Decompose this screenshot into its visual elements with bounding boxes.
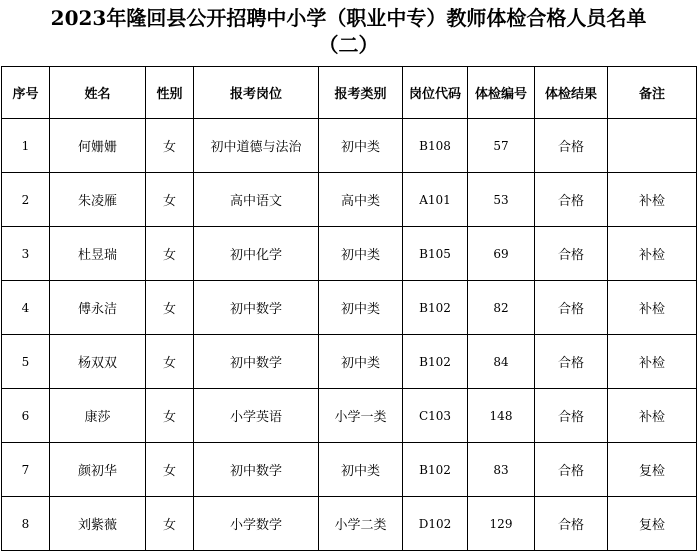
cell-position-code: B105 — [403, 227, 468, 281]
cell-exam-number: 69 — [468, 227, 535, 281]
cell-exam-number: 82 — [468, 281, 535, 335]
cell-exam-number: 83 — [468, 443, 535, 497]
cell-position-code: B102 — [403, 443, 468, 497]
cell-position: 初中化学 — [194, 227, 319, 281]
cell-exam-result: 合格 — [535, 119, 608, 173]
cell-position: 初中数学 — [194, 281, 319, 335]
cell-exam-number: 129 — [468, 497, 535, 551]
table-row — [2, 119, 697, 173]
table-row — [2, 281, 697, 335]
cell-seq: 4 — [2, 281, 50, 335]
cell-remarks: 补检 — [608, 389, 697, 443]
table-row — [2, 173, 697, 227]
cell-exam-result: 合格 — [535, 227, 608, 281]
cell-position-code: B102 — [403, 335, 468, 389]
results-table — [1, 66, 697, 551]
cell-position-code: B108 — [403, 119, 468, 173]
cell-position: 初中道德与法治 — [194, 119, 319, 173]
cell-category: 初中类 — [319, 443, 403, 497]
cell-gender: 女 — [146, 443, 194, 497]
cell-remarks: 补检 — [608, 227, 697, 281]
cell-remarks — [608, 119, 697, 173]
table-row — [2, 389, 697, 443]
table-row — [2, 227, 697, 281]
cell-exam-number: 84 — [468, 335, 535, 389]
cell-position: 小学数学 — [194, 497, 319, 551]
cell-exam-number: 53 — [468, 173, 535, 227]
cell-category: 初中类 — [319, 119, 403, 173]
cell-gender: 女 — [146, 281, 194, 335]
header-position-code: 岗位代码 — [403, 67, 468, 119]
title-line-2: （二） — [318, 33, 379, 57]
cell-remarks: 复检 — [608, 497, 697, 551]
cell-seq: 5 — [2, 335, 50, 389]
header-remarks: 备注 — [608, 67, 697, 119]
cell-gender: 女 — [146, 335, 194, 389]
cell-category: 初中类 — [319, 335, 403, 389]
cell-category: 初中类 — [319, 281, 403, 335]
cell-name: 颜初华 — [50, 443, 146, 497]
cell-category: 高中类 — [319, 173, 403, 227]
cell-position: 初中数学 — [194, 335, 319, 389]
cell-position-code: A101 — [403, 173, 468, 227]
cell-exam-result: 合格 — [535, 497, 608, 551]
cell-name: 杨双双 — [50, 335, 146, 389]
cell-position: 初中数学 — [194, 443, 319, 497]
header-seq: 序号 — [2, 67, 50, 119]
cell-category: 初中类 — [319, 227, 403, 281]
header-name: 姓名 — [50, 67, 146, 119]
header-category: 报考类别 — [319, 67, 403, 119]
header-gender: 性别 — [146, 67, 194, 119]
cell-name: 杜昱瑞 — [50, 227, 146, 281]
cell-position-code: D102 — [403, 497, 468, 551]
header-position: 报考岗位 — [194, 67, 319, 119]
cell-gender: 女 — [146, 227, 194, 281]
header-exam-result: 体检结果 — [535, 67, 608, 119]
table-row — [2, 335, 697, 389]
cell-name: 康莎 — [50, 389, 146, 443]
cell-exam-result: 合格 — [535, 281, 608, 335]
cell-name: 何姗姗 — [50, 119, 146, 173]
cell-seq: 3 — [2, 227, 50, 281]
cell-exam-number: 57 — [468, 119, 535, 173]
cell-position-code: C103 — [403, 389, 468, 443]
cell-remarks: 补检 — [608, 281, 697, 335]
cell-exam-result: 合格 — [535, 173, 608, 227]
cell-category: 小学二类 — [319, 497, 403, 551]
cell-position: 高中语文 — [194, 173, 319, 227]
cell-gender: 女 — [146, 497, 194, 551]
cell-name: 傅永洁 — [50, 281, 146, 335]
table-row — [2, 443, 697, 497]
table-body — [2, 119, 697, 551]
header-exam-number: 体检编号 — [468, 67, 535, 119]
table-row — [2, 497, 697, 551]
cell-seq: 7 — [2, 443, 50, 497]
cell-seq: 8 — [2, 497, 50, 551]
cell-category: 小学一类 — [319, 389, 403, 443]
cell-gender: 女 — [146, 389, 194, 443]
cell-remarks: 补检 — [608, 335, 697, 389]
cell-exam-result: 合格 — [535, 389, 608, 443]
cell-exam-result: 合格 — [535, 335, 608, 389]
title-line-1: 2023年隆回县公开招聘中小学（职业中专）教师体检合格人员名单 — [50, 6, 647, 30]
cell-gender: 女 — [146, 119, 194, 173]
cell-position: 小学英语 — [194, 389, 319, 443]
cell-gender: 女 — [146, 173, 194, 227]
cell-name: 刘紫薇 — [50, 497, 146, 551]
cell-seq: 2 — [2, 173, 50, 227]
cell-remarks: 补检 — [608, 173, 697, 227]
cell-remarks: 复检 — [608, 443, 697, 497]
cell-exam-result: 合格 — [535, 443, 608, 497]
cell-name: 朱凌雁 — [50, 173, 146, 227]
cell-position-code: B102 — [403, 281, 468, 335]
cell-seq: 1 — [2, 119, 50, 173]
cell-seq: 6 — [2, 389, 50, 443]
header-row — [2, 67, 697, 119]
cell-exam-number: 148 — [468, 389, 535, 443]
